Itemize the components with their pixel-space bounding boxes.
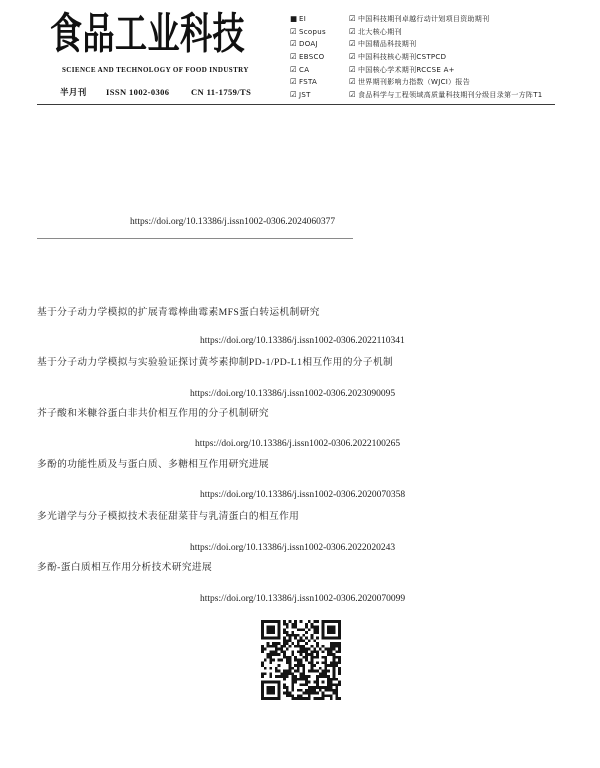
indexing-item <box>349 64 543 77</box>
indexing-label: 中国精品科技期刊 <box>358 40 417 49</box>
doi-divider <box>37 238 353 239</box>
indexing-label: EBSCO <box>299 53 325 62</box>
checkbox-checked-icon: ☑ <box>290 52 298 62</box>
indexing-label: 北大核心期刊 <box>358 27 402 36</box>
indexing-item <box>349 13 543 26</box>
indexing-item <box>349 26 543 39</box>
issn-number: ISSN 1002-0306 <box>106 87 170 97</box>
indexing-label: Scopus <box>299 27 326 36</box>
related-article-doi-link[interactable]: https://doi.org/10.13386/j.issn1002-0306.2023090095 <box>190 389 396 399</box>
indexing-label: CA <box>299 65 310 74</box>
indexing-label: JST <box>299 91 311 100</box>
indexing-item <box>290 76 326 89</box>
checkbox-checked-icon: ☑ <box>349 52 357 62</box>
checkbox-checked-icon: ☑ <box>349 26 357 36</box>
indexing-item <box>349 76 543 89</box>
related-article-title: 多酚的功能性质及与蛋白质、多糖相互作用研究进展 <box>37 459 270 470</box>
checkbox-checked-icon: ☑ <box>290 26 298 36</box>
publication-frequency: 半月刊 <box>60 87 87 97</box>
related-article-title: 芥子酸和米糠谷蛋白非共价相互作用的分子机制研究 <box>37 408 270 419</box>
indexing-item <box>349 51 543 64</box>
indexing-item <box>349 38 543 51</box>
indexing-label: EI <box>299 15 307 23</box>
checkbox-checked-icon: ☑ <box>349 39 357 49</box>
journal-title-english: SCIENCE AND TECHNOLOGY OF FOOD INDUSTRY <box>62 66 249 74</box>
related-article-title: 基于分子动力学模拟与实验验证探讨黄芩素抑制PD-1/PD-L1相互作用的分子机制 <box>37 357 394 368</box>
indexing-label: DOAJ <box>299 40 318 49</box>
indexing-item <box>349 89 543 102</box>
related-article-doi-link[interactable]: https://doi.org/10.13386/j.issn1002-0306.2020070099 <box>200 594 406 604</box>
indexing-label: 世界期刊影响力指数（WJCI）报告 <box>358 78 471 87</box>
indexing-label: 食品科学与工程领域高质量科技期刊分级目录第一方阵T1 <box>358 91 543 100</box>
related-article-title: 多光谱学与分子模拟技术表征甜菜苷与乳清蛋白的相互作用 <box>37 511 300 522</box>
filled-square-icon: ■ <box>290 14 298 23</box>
indexing-list-international <box>290 13 326 102</box>
qr-code-graphic <box>261 620 341 700</box>
checkbox-checked-icon: ☑ <box>290 64 298 74</box>
indexing-item <box>290 13 326 26</box>
checkbox-checked-icon: ☑ <box>290 39 298 49</box>
indexing-item <box>290 26 326 39</box>
related-article-doi-link[interactable]: https://doi.org/10.13386/j.issn1002-0306.2020070358 <box>200 490 406 500</box>
cn-number: CN 11-1759/TS <box>191 87 252 97</box>
indexing-item <box>290 64 326 77</box>
indexing-label: FSTA <box>299 78 318 87</box>
checkbox-checked-icon: ☑ <box>290 77 298 87</box>
related-article-title: 多酚-蛋白质相互作用分析技术研究进展 <box>37 562 213 573</box>
indexing-item <box>290 51 326 64</box>
header-divider <box>37 104 555 105</box>
related-article-doi-link[interactable]: https://doi.org/10.13386/j.issn1002-0306.2022020243 <box>190 543 396 553</box>
journal-logo-title: 食品工业科技 <box>50 7 246 60</box>
indexing-item <box>290 38 326 51</box>
article-doi-link[interactable]: https://doi.org/10.13386/j.issn1002-0306.2024060377 <box>130 217 336 227</box>
indexing-label: 中国科技核心期刊CSTPCD <box>358 53 447 62</box>
checkbox-checked-icon: ☑ <box>349 90 357 100</box>
indexing-label: 中国核心学术期刊RCCSE A+ <box>358 65 455 74</box>
indexing-item <box>290 89 326 102</box>
checkbox-checked-icon: ☑ <box>349 14 357 23</box>
indexing-list-domestic <box>349 13 543 102</box>
related-article-title: 基于分子动力学模拟的扩展青霉棒曲霉素MFS蛋白转运机制研究 <box>37 307 320 318</box>
checkbox-checked-icon: ☑ <box>349 64 357 74</box>
checkbox-checked-icon: ☑ <box>349 77 357 87</box>
indexing-label: 中国科技期刊卓越行动计划项目资助期刊 <box>358 15 490 23</box>
related-article-doi-link[interactable]: https://doi.org/10.13386/j.issn1002-0306.2022100265 <box>195 439 401 449</box>
qr-code-icon <box>261 620 341 700</box>
related-article-doi-link[interactable]: https://doi.org/10.13386/j.issn1002-0306.2022110341 <box>200 336 405 346</box>
checkbox-checked-icon: ☑ <box>290 90 298 100</box>
